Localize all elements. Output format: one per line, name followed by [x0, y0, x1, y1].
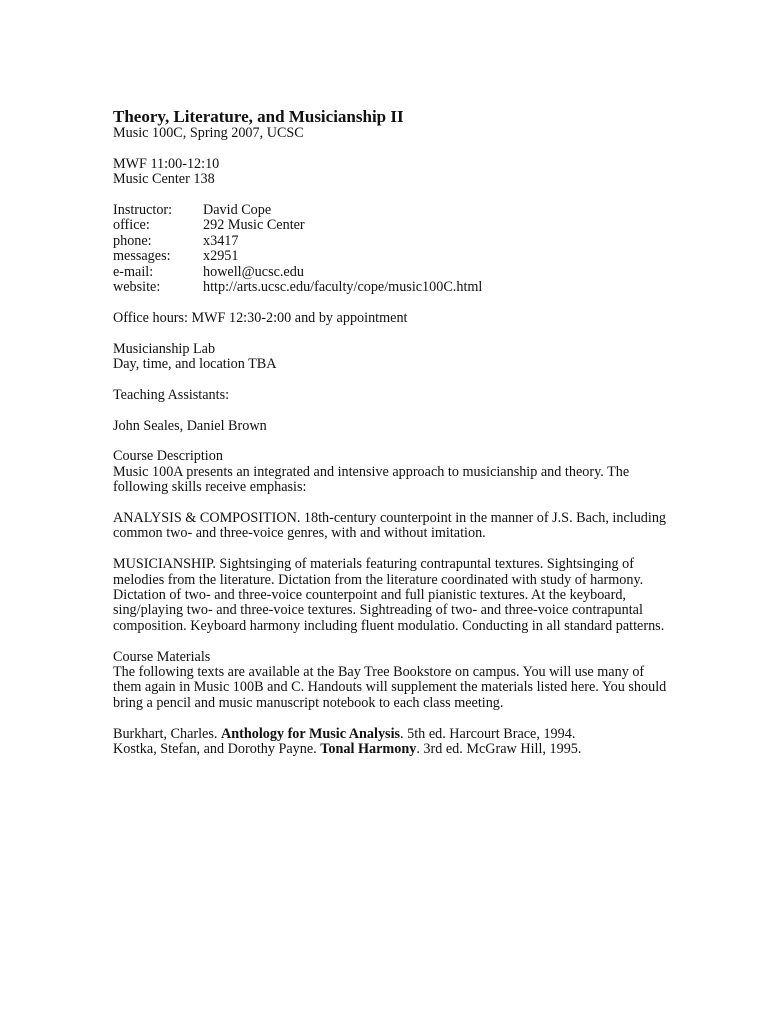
contact-row-email: [113, 265, 673, 280]
course-subtitle: Music 100C, Spring 2007, UCSC: [113, 125, 304, 141]
contact-row-website: [113, 280, 673, 295]
contact-label: office:: [113, 217, 150, 234]
ta-heading: Teaching Assistants:: [113, 386, 230, 403]
contact-label: e-mail:: [113, 263, 154, 280]
book-entry: [113, 727, 673, 742]
description-intro: Music 100A presents an integrated and intensive approach to musicianship and theory. The following skills receive emphasis:: [113, 463, 630, 496]
book-title: Anthology for Music Analysis: [220, 725, 401, 742]
website-link[interactable]: http://arts.ucsc.edu/faculty/cope/music100C.html: [203, 279, 483, 296]
book-entry: [113, 742, 673, 757]
contact-label: phone:: [113, 232, 152, 249]
contact-row-instructor: [113, 203, 673, 218]
contact-row-phone: [113, 234, 673, 249]
analysis-paragraph: ANALYSIS & COMPOSITION. 18th-century counterpoint in the manner of J.S. Bach, including common two- and three-voice genres, with and without imitation.: [113, 510, 667, 542]
meeting-room: Music Center 138: [113, 171, 215, 188]
contact-row-office: [113, 218, 673, 233]
materials-intro: The following texts are available at the Bay Tree Bookstore on campus. You will use many of them again in Music 100B and C. Handouts will supplement the materials listed here. You should bring a pencil and music manuscript notebook to each class meeting.: [113, 664, 667, 711]
course-title: Theory, Literature, and Musicianship II: [113, 107, 404, 126]
book-authors: Kostka, Stefan, and Dorothy Payne.: [113, 741, 321, 758]
contact-value: x3417: [203, 232, 239, 249]
meeting-time: MWF 11:00-12:10: [113, 155, 220, 172]
ta-names: John Seales, Daniel Brown: [113, 417, 267, 434]
book-title: Tonal Harmony: [320, 741, 417, 758]
description-heading: Course Description: [113, 448, 223, 465]
lab-detail: Day, time, and location TBA: [113, 356, 277, 373]
contact-value: 292 Music Center: [203, 217, 305, 234]
contact-label: Instructor:: [113, 202, 173, 218]
contact-value: David Cope: [203, 202, 272, 218]
contact-label: messages:: [113, 248, 171, 265]
book-publication: . 5th ed. Harcourt Brace, 1994.: [400, 725, 576, 742]
lab-heading: Musicianship Lab: [113, 340, 216, 357]
contact-info: [113, 203, 673, 295]
contact-row-messages: [113, 249, 673, 264]
book-authors: Burkhart, Charles.: [113, 725, 221, 742]
office-hours: Office hours: MWF 12:30-2:00 and by appointment: [113, 309, 408, 326]
book-publication: . 3rd ed. McGraw Hill, 1995.: [416, 741, 582, 758]
materials-heading: Course Materials: [113, 648, 211, 665]
email-link[interactable]: howell@ucsc.edu: [203, 263, 304, 280]
contact-label: website:: [113, 279, 161, 296]
musicianship-paragraph: MUSICIANSHIP. Sightsinging of materials featuring contrapuntal textures. Sightsinging of melodies from the literature. Dictation from the literature coordinated with study of harmony. Dictation of two- and three-voice counterpoint and full pianistic textures. At the keyboard, sing/playing two- and three-voice textures. Sightreading of two- and three-voice contrapuntal composition. Keyboard harmony including fluent modulatio. Conducting in all standard patterns.: [113, 556, 665, 634]
contact-value: x2951: [203, 248, 239, 265]
syllabus-page: [113, 108, 673, 757]
